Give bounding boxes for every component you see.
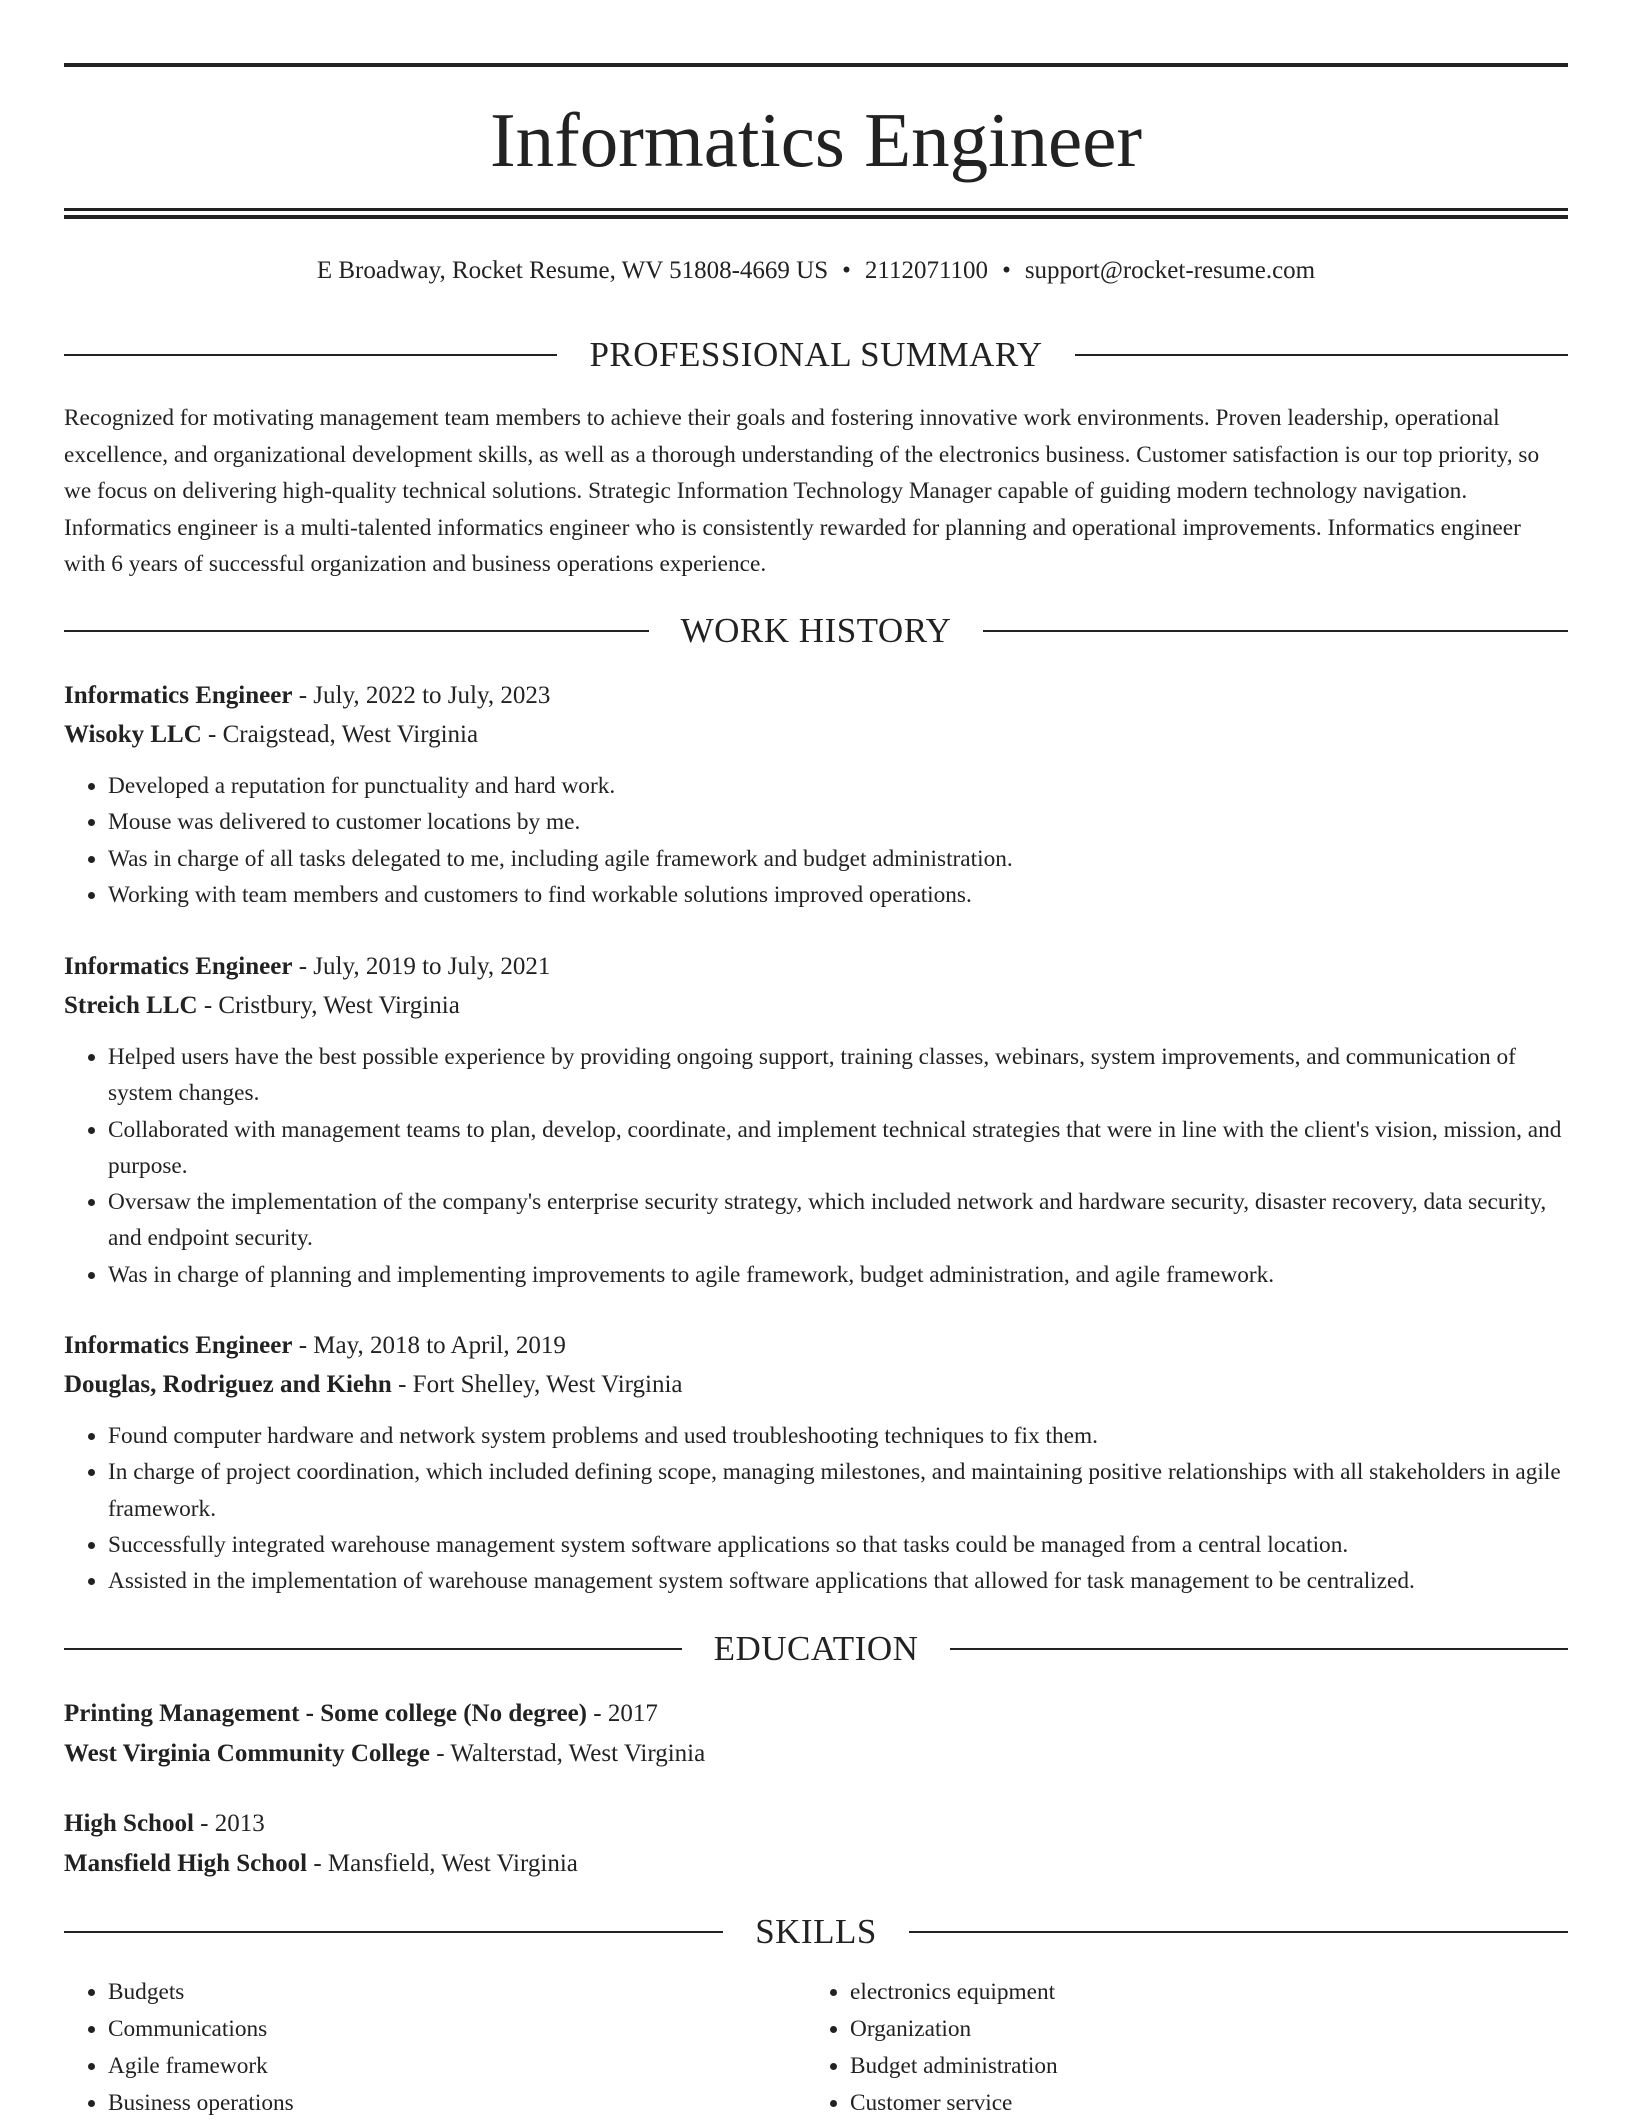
education-degree-line (64, 1694, 1568, 1734)
job-company: Wisoky LLC (64, 721, 202, 748)
section-rule-left (64, 1648, 682, 1650)
education-school-line (64, 1844, 1568, 1884)
education-year: - 2017 (587, 1700, 658, 1727)
list-item: • In charge of project coordination, which included defining scope, managing milestones, and maintaining positive relationships with all stakeholders in agile framework. (108, 1454, 1568, 1527)
job-dates: - July, 2022 to July, 2023 (292, 682, 551, 709)
job-bullets (64, 1418, 1568, 1599)
job-company: Streich LLC (64, 992, 198, 1019)
job-title: Informatics Engineer (64, 953, 293, 980)
list-item: • Mouse was delivered to customer locations by me. (108, 804, 1568, 840)
section-heading-summary (64, 335, 1568, 375)
list-item: • Found computer hardware and network system problems and used troubleshooting techniques to fix them. (108, 1418, 1568, 1454)
section-heading-skills (64, 1912, 1568, 1952)
job-location: - Fort Shelley, West Virginia (391, 1371, 683, 1398)
list-item: • Helped users have the best possible experience by providing ongoing support, training classes, webinars, system improvements, and communication of system changes. (108, 1039, 1568, 1112)
header-top-rule (64, 63, 1568, 67)
job-title-line (64, 676, 1568, 715)
section-title: SKILLS (755, 1912, 877, 1951)
job-company: Douglas, Rodriguez and Kiehn (64, 1371, 392, 1398)
skill-item: • Organization (850, 2011, 1058, 2048)
job-company-line (64, 1365, 1568, 1404)
education-school: West Virginia Community College (64, 1740, 430, 1767)
list-item: • Assisted in the implementation of warehouse management system software applications that allowed for task management to be centralized. (108, 1563, 1568, 1599)
education-entry (64, 1804, 1568, 1884)
job-entry (64, 947, 1568, 1293)
section-rule-left (64, 354, 557, 356)
section-title: EDUCATION (713, 1629, 919, 1668)
section-heading-education (64, 1629, 1568, 1669)
education-school-line (64, 1734, 1568, 1774)
job-company-line (64, 715, 1568, 754)
summary-text: Recognized for motivating management team members to achieve their goals and fostering innovative work environments. Proven leadership, operational excellence, and organizational development skills, as well as a thorough understanding of the electronics business. Customer satisfaction is our top priority, so we focus on delivering high-quality technical solutions. Strategic Information Technology Manager capable of guiding modern technology navigation. Informatics engineer is a multi-talented informatics engineer who is consistently rewarded for planning and operational improvements. Informatics engineer with 6 years of successful organization and business operations experience. (64, 405, 1540, 578)
job-title-line (64, 947, 1568, 986)
job-dates: - July, 2019 to July, 2021 (292, 953, 551, 980)
job-title: Informatics Engineer (64, 682, 293, 709)
contact-separator: • (842, 257, 851, 284)
education-degree: High School (64, 1810, 194, 1837)
job-dates: - May, 2018 to April, 2019 (292, 1332, 566, 1359)
list-item: • Working with team members and customers to find workable solutions improved operations. (108, 877, 1568, 913)
section-heading-work-history (64, 611, 1568, 651)
contact-email[interactable]: support@rocket-resume.com (1024, 257, 1316, 284)
job-entry (64, 676, 1568, 913)
education-location: - Mansfield, West Virginia (307, 1850, 578, 1877)
education-degree: Printing Management - Some college (No degree) (64, 1700, 588, 1727)
header-double-rule-upper (64, 208, 1568, 211)
skill-item: • Communications (108, 2011, 294, 2048)
contact-phone: 2112071100 (864, 257, 989, 284)
skill-item: • Agile framework (108, 2048, 294, 2085)
section-rule-right (950, 1648, 1568, 1650)
list-item: • Was in charge of planning and implementing improvements to agile framework, budget administration, and agile framework. (108, 1257, 1568, 1293)
list-item: • Oversaw the implementation of the company's enterprise security strategy, which included network and hardware security, disaster recovery, data security, and endpoint security. (108, 1184, 1568, 1257)
education-entry (64, 1694, 1568, 1774)
job-entry (64, 1326, 1568, 1599)
skills-list-left (64, 1974, 294, 2122)
skills-list-right (806, 1974, 1058, 2122)
skill-item: • Customer service (850, 2085, 1058, 2122)
header-double-rule-lower (64, 215, 1568, 219)
section-rule-right (909, 1931, 1568, 1933)
education-location: - Walterstad, West Virginia (429, 1740, 706, 1767)
section-rule-right (1075, 354, 1568, 356)
job-bullets (64, 768, 1568, 913)
section-rule-left (64, 630, 649, 632)
job-company-line (64, 986, 1568, 1025)
education-degree-line (64, 1804, 1568, 1844)
skill-item: • Budgets (108, 1974, 294, 2011)
job-title-line (64, 1326, 1568, 1365)
job-title: Informatics Engineer (64, 1332, 293, 1359)
list-item: • Was in charge of all tasks delegated to me, including agile framework and budget administration. (108, 841, 1568, 877)
list-item: • Successfully integrated warehouse management system software applications so that tasks could be managed from a central location. (108, 1527, 1568, 1563)
section-rule-right (983, 630, 1568, 632)
contact-address: E Broadway, Rocket Resume, WV 51808-4669 US (316, 257, 829, 284)
skill-item: • electronics equipment (850, 1974, 1058, 2011)
contact-line (64, 254, 1568, 288)
resume-name: Informatics Engineer (489, 97, 1143, 183)
skill-item: • Business operations (108, 2085, 294, 2122)
list-item: • Collaborated with management teams to plan, develop, coordinate, and implement technical strategies that were in line with the client's vision, mission, and purpose. (108, 1112, 1568, 1185)
section-rule-left (64, 1931, 723, 1933)
job-location: - Craigstead, West Virginia (201, 721, 479, 748)
contact-separator: • (1002, 257, 1011, 284)
list-item: • Developed a reputation for punctuality and hard work. (108, 768, 1568, 804)
job-bullets (64, 1039, 1568, 1293)
section-title: WORK HISTORY (680, 611, 952, 650)
skill-item: • Budget administration (850, 2048, 1058, 2085)
education-school: Mansfield High School (64, 1850, 308, 1877)
education-year: - 2013 (193, 1810, 265, 1837)
job-location: - Cristbury, West Virginia (197, 992, 460, 1019)
section-title: PROFESSIONAL SUMMARY (589, 335, 1043, 374)
